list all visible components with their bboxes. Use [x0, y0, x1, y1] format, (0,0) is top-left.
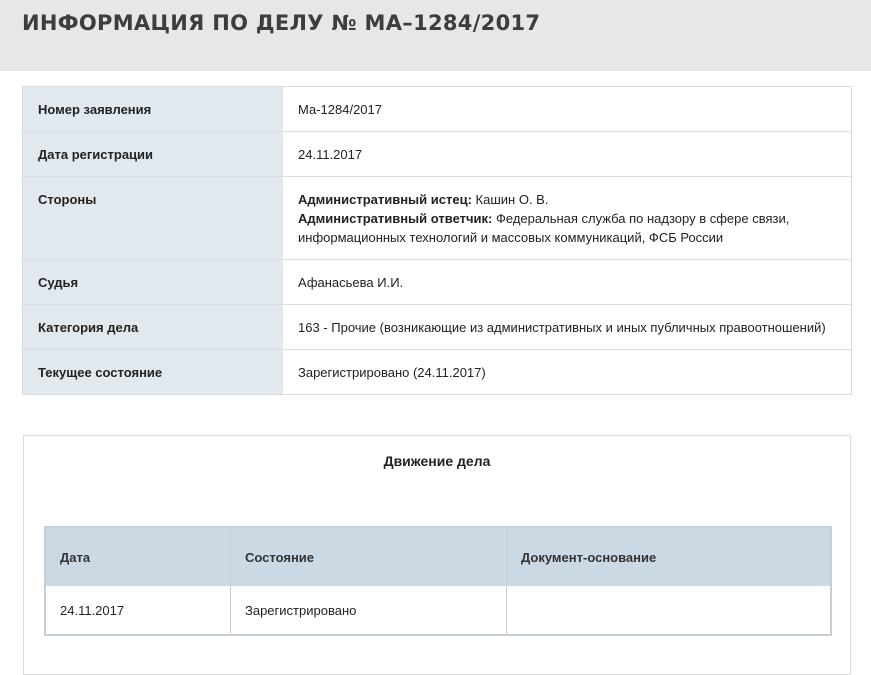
- info-row-application-number: [23, 87, 851, 131]
- page-header: [0, 0, 871, 71]
- info-value-parties: [283, 177, 851, 259]
- info-label: Категория дела: [23, 305, 283, 349]
- info-value: Афанасьева И.И.: [283, 260, 851, 304]
- info-label: Судья: [23, 260, 283, 304]
- info-value: Ма-1284/2017: [283, 87, 851, 131]
- defendant-value: Федеральная служба по надзору в сфере связи, информационных технологий и массовых коммуникаций, ФСБ России: [298, 211, 790, 245]
- info-row-category: [23, 304, 851, 349]
- info-row-registration-date: [23, 131, 851, 176]
- column-header-state: Состояние: [231, 528, 507, 586]
- defendant-label: Административный ответчик:: [298, 211, 493, 226]
- column-header-date: Дата: [46, 528, 231, 586]
- plaintiff-value: Кашин О. В.: [475, 192, 549, 207]
- movement-table: [44, 526, 832, 636]
- movement-title: Движение дела: [383, 453, 491, 469]
- plaintiff-label: Административный истец:: [298, 192, 472, 207]
- info-label: Стороны: [23, 177, 283, 259]
- info-value: 24.11.2017: [283, 132, 851, 176]
- info-row-judge: [23, 259, 851, 304]
- info-value: Зарегистрировано (24.11.2017): [283, 350, 851, 394]
- cell-document: [507, 586, 830, 634]
- cell-date: 24.11.2017: [46, 586, 231, 634]
- info-label: Дата регистрации: [23, 132, 283, 176]
- cell-state: Зарегистрировано: [231, 586, 507, 634]
- info-row-current-status: [23, 349, 851, 394]
- info-label: Текущее состояние: [23, 350, 283, 394]
- column-header-document: Документ-основание: [521, 549, 657, 565]
- table-row: [46, 586, 830, 634]
- case-movement-panel: [23, 435, 851, 675]
- info-value: 163 - Прочие (возникающие из административных и иных публичных правоотношений): [283, 305, 851, 349]
- info-label: Номер заявления: [23, 87, 283, 131]
- info-row-parties: [23, 176, 851, 259]
- page-title: ИНФОРМАЦИЯ ПО ДЕЛУ № МА–1284/2017: [22, 11, 541, 35]
- case-info-table: [22, 86, 852, 395]
- table-header-row: [46, 528, 830, 586]
